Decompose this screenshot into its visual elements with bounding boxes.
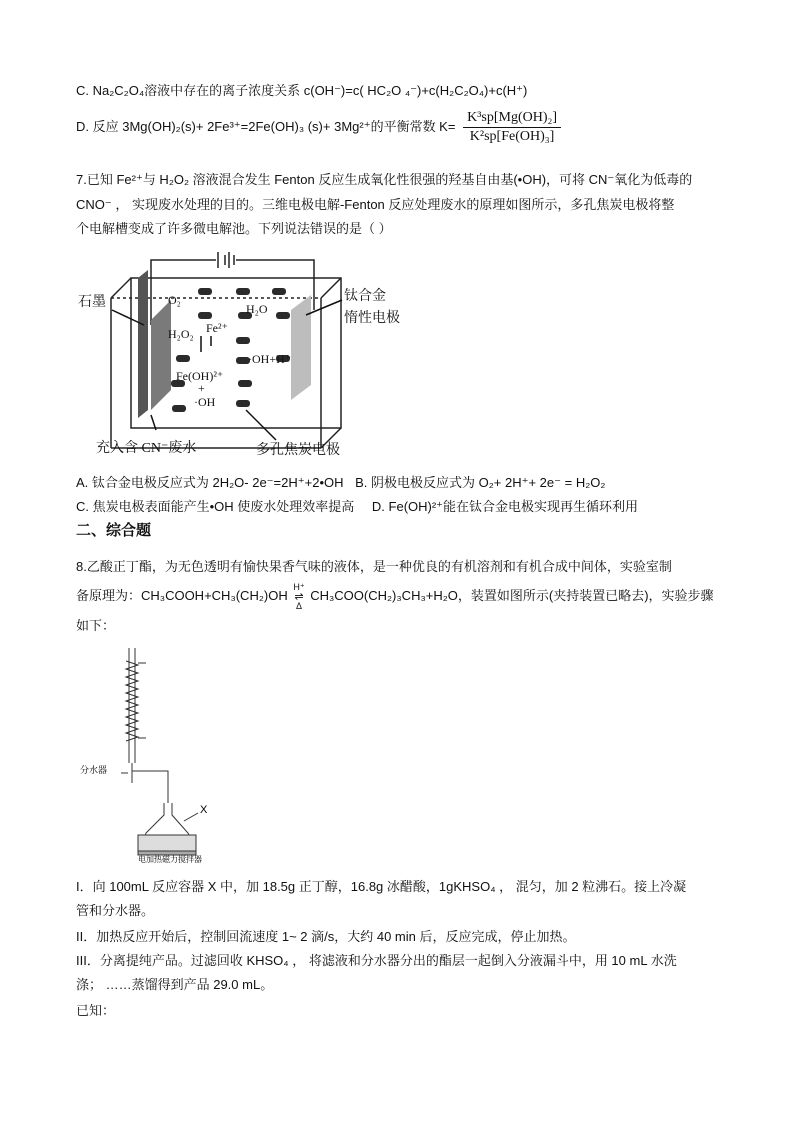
q7-option-c: C. 焦炭电极表面能产生•OH 使废水处理效率提高: [76, 499, 355, 514]
q7-option-a: A. 钛合金电极反应式为 2H₂O- 2e⁻=2H⁺+2•OH: [76, 475, 344, 490]
label-o2: O₂: [168, 293, 181, 307]
q7-option-d: D. Fe(OH)²⁺能在钛合金电极实现再生循环利用: [371, 499, 639, 514]
q7-options-row2: [76, 496, 638, 515]
q6-option-d: [76, 110, 561, 145]
apparatus-figure: [76, 643, 216, 863]
graphite-electrode: [138, 270, 148, 418]
electrolysis-diagram: [76, 240, 406, 460]
titanium-electrode: [291, 295, 311, 400]
q8-products: CH₃COO(CH₂)₃CH₃+H₂O，装置如图所示(夹持装置已略去)，实验步骤: [310, 587, 714, 603]
label-h2o: H₂O: [246, 302, 268, 316]
q8-step1-line2: 管和分水器。: [76, 903, 155, 918]
q8-step3-line1: III．分离提纯产品。过滤回收 KHSO₄ ， 将滤液和分水器分出的酯层一起倒入分液漏斗中，用 10 mL 水洗: [76, 953, 677, 968]
q7-stem-line3: 个电解槽变成了许多微电解池。下列说法错误的是（ ）: [76, 221, 392, 236]
label-x: X: [200, 804, 208, 816]
q8-stem-line2: [76, 582, 714, 611]
q8-reactants: 备原理为：CH₃COOH+CH₃(CH₂)OH: [76, 587, 288, 603]
q7-options-row1: [76, 472, 605, 491]
q7-option-b: B. 阴极电极反应式为 O₂+ 2H⁺+ 2e⁻ = H₂O₂: [355, 475, 606, 490]
label-ti-alloy: 钛合金: [344, 289, 386, 304]
q8-stem-line1: 8.乙酸正丁酯，为无色透明有愉快果香气味的液体，是一种优良的有机溶剂和有机合成中间体，实验室制: [76, 559, 672, 574]
q8-step1-line1: I．向 100mL 反应容器 X 中，加 18.5g 正丁醇，16.8g 冰醋酸，1gKHSO₄ ， 混匀，加 2 粒沸石。接上冷凝: [76, 879, 687, 894]
label-h2o2: H₂O₂: [168, 327, 194, 341]
q8-stem-line3: 如下：: [76, 618, 116, 633]
fraction-numerator: K³sp[Mg(OH)₂]: [463, 110, 561, 128]
q8-step2: II．加热反应开始后，控制回流速度 1~ 2 滴/s，大约 40 min 后，反应完成，停止加热。: [76, 929, 576, 944]
reaction-condition: H⁺ ⇌ Δ: [293, 582, 305, 611]
label-fe2: Fe²⁺: [206, 321, 228, 335]
condition-heat: Δ: [295, 601, 302, 611]
label-inflow: 充入含 CN⁻废水: [96, 441, 197, 456]
label-inert-electrode: 惰性电极: [344, 311, 400, 326]
q7-stem-line2: CNO⁻ ， 实现废水处理的目的。三维电极电解-Fenton 反应处理废水的原理如图所示，多孔焦炭电极将整: [76, 197, 675, 212]
label-stirrer: 电加热磁力搅拌器: [138, 855, 202, 863]
section-heading: 二、综合题: [76, 522, 152, 539]
q8-step3-line2: 涤； ……蒸馏得到产品 29.0 mL。: [76, 977, 274, 992]
q6-option-d-text: D. 反应 3Mg(OH)₂(s)+ 2Fe³⁺=2Fe(OH)₃ (s)+ 3Mg²⁺的平衡常数 K=: [76, 118, 456, 134]
condition-catalyst: H⁺: [293, 582, 305, 592]
label-water-separator: 分水器: [80, 765, 108, 775]
q6-option-c: C. Na₂C₂O₄溶液中存在的离子浓度关系 c(OH⁻)=c( HC₂O ₄⁻)+c(H₂C₂O₄)+c(H⁺): [76, 83, 528, 98]
label-feoh: Fe(OH)²⁺: [176, 369, 224, 383]
label-graphite: 石墨: [78, 295, 106, 310]
fraction-denominator: K²sp[Fe(OH)₃]: [469, 129, 555, 144]
equilibrium-constant-fraction: [463, 110, 561, 145]
label-oh: ·OH: [194, 395, 216, 409]
q7-stem-line1: 7.已知 Fe²⁺与 H₂O₂ 溶液混合发生 Fenton 反应生成氧化性很强的羟基自由基(•OH)，可将 CN⁻氧化为低毒的: [76, 172, 693, 187]
label-plus: +: [198, 381, 205, 395]
label-oh-h: ·OH+H⁺: [248, 352, 292, 366]
label-coke: 多孔焦炭电极: [256, 443, 340, 458]
q8-known: 已知：: [76, 1003, 116, 1018]
